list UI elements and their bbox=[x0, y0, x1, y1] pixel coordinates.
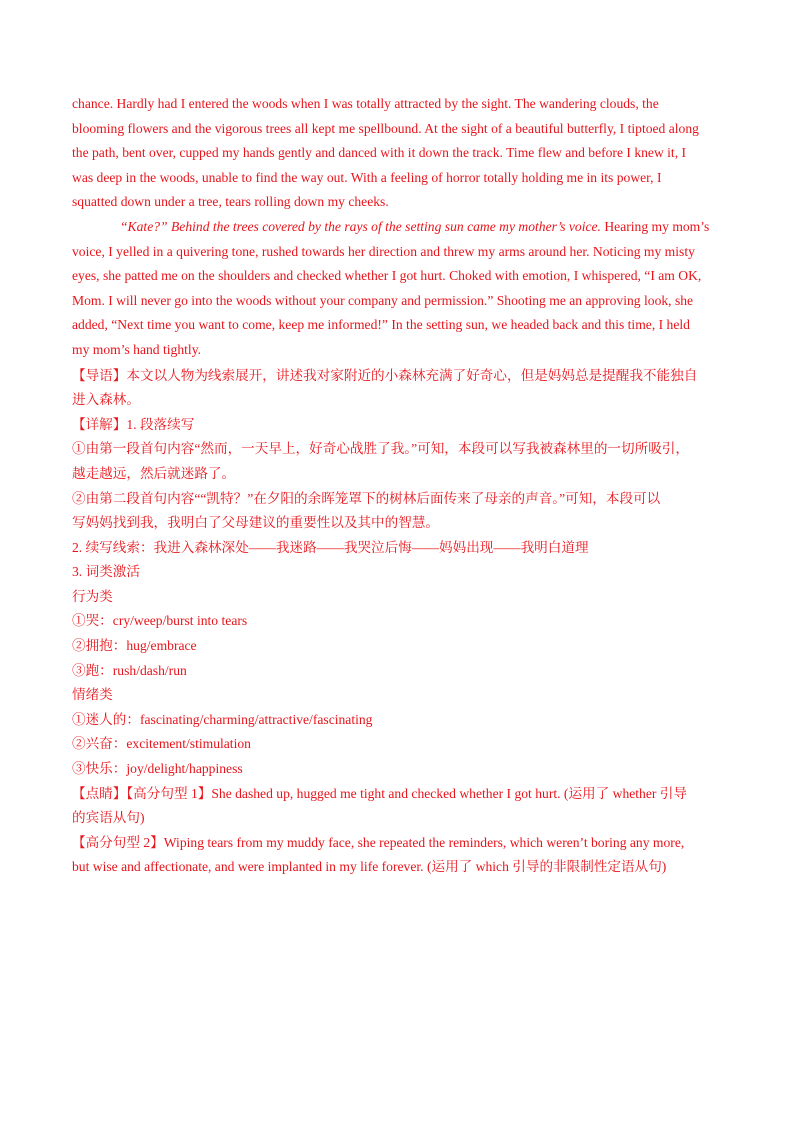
writing-clue: 2. 续写线索：我进入森林深处——我迷路——我哭泣后悔——妈妈出现——我明白道理 bbox=[72, 539, 589, 555]
story-line: squatted down under a tree, tears rolling down my cheeks. bbox=[72, 194, 389, 210]
story-line: added, “Next time you want to come, keep me informed!” In the setting sun, we headed back and this time, I held bbox=[72, 317, 690, 333]
vocab-action-item: ①哭：cry/weep/burst into tears bbox=[72, 613, 248, 629]
guide-line: 进入森林。 bbox=[72, 392, 140, 408]
story-line: the path, bent over, cupped my hands gently and danced with it down the track. Time flew and before I knew it, I bbox=[72, 145, 687, 161]
vocab-action-heading: 行为类 bbox=[72, 588, 113, 604]
story-line: blooming flowers and the vigorous trees all kept me spellbound. At the sight of a beautiful butterfly, I tiptoed along bbox=[72, 120, 699, 136]
vocab-emotion-item: ①迷人的：fascinating/charming/attractive/fascinating bbox=[72, 711, 373, 727]
vocab-emotion-heading: 情绪类 bbox=[72, 687, 113, 703]
guide-line: 【导语】本文以人物为线索展开，讲述我对家附近的小森林充满了好奇心，但是妈妈总是提醒我不能独自 bbox=[72, 367, 698, 383]
story-italic-quote: “Kate?” Behind the trees covered by the rays of the setting sun came my mother’s voice. bbox=[120, 218, 601, 234]
detail-item-1-line: 越走越远，然后就迷路了。 bbox=[72, 465, 236, 481]
highlight-sentence-line: 的宾语从句) bbox=[72, 810, 145, 826]
story-line: voice, I yelled in a quivering tone, rushed towards her direction and threw my arms around her. Noticing my misty bbox=[72, 243, 695, 259]
story-paragraph-two-opening bbox=[72, 215, 732, 240]
detail-item-2-line: 写妈妈找到我，我明白了父母建议的重要性以及其中的智慧。 bbox=[72, 515, 440, 531]
vocab-action-item: ②拥抱：hug/embrace bbox=[72, 638, 197, 654]
detail-item-2-line: ②由第二段首句内容““凯特？”在夕阳的余晖笼罩下的树林后面传来了母亲的声音。”可知，本段可以 bbox=[72, 490, 661, 506]
highlight-sentence-line: 【高分句型 2】Wiping tears from my muddy face, she repeated the reminders, which weren’t boring any more, bbox=[72, 834, 685, 850]
detail-heading: 【详解】1. 段落续写 bbox=[72, 416, 195, 432]
story-line: my mom’s hand tightly. bbox=[72, 341, 202, 357]
vocab-action-item: ③跑：rush/dash/run bbox=[72, 662, 187, 678]
story-line: Mom. I will never go into the woods without your company and permission.” Shooting me an approving look, she bbox=[72, 292, 694, 308]
vocab-emotion-item: ③快乐：joy/delight/happiness bbox=[72, 761, 243, 777]
highlight-sentence-line: 【点睛】【高分句型 1】She dashed up, hugged me tight and checked whether I got hurt. (运用了 whether 引导 bbox=[72, 785, 687, 801]
story-line: eyes, she patted me on the shoulders and checked whether I got hurt. Choked with emotion, I whispered, “I am OK, bbox=[72, 268, 702, 284]
story-line-rest: Hearing my mom’s bbox=[600, 218, 710, 234]
story-line: chance. Hardly had I entered the woods when I was totally attracted by the sight. The wandering clouds, the bbox=[72, 96, 659, 111]
vocab-emotion-item: ②兴奋：excitement/stimulation bbox=[72, 736, 251, 752]
highlight-sentence-line: but wise and affectionate, and were implanted in my life forever. (运用了 which 引导的非限制性定语从句) bbox=[72, 859, 667, 875]
vocab-heading: 3. 词类激活 bbox=[72, 564, 140, 580]
detail-item-1-line: ①由第一段首句内容“然而，一天早上，好奇心战胜了我。”可知，本段可以写我被森林里的一切所吸引， bbox=[72, 441, 689, 457]
story-line: was deep in the woods, unable to find the way out. With a feeling of horror totally holding me in its power, I bbox=[72, 169, 662, 185]
page-content bbox=[72, 92, 732, 880]
